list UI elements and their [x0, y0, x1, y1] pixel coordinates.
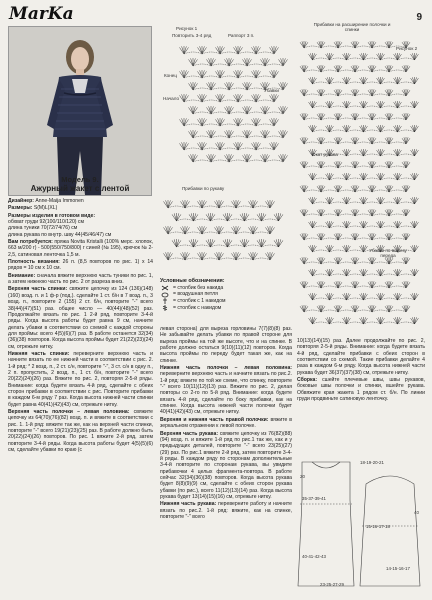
materials-text: пряжа Novita Kristalli (100% мерс. хлопок, 663 м/200 г) - 500(550/750/800) г синей (№ 195), крючок № 2-2,5, сатиновая ленточка 1,5 м. — [8, 239, 154, 258]
neck-decrease-label: Убавки по вырезу переда — [369, 248, 407, 258]
legend-text-dc: = столбик с 1 накидом — [173, 298, 226, 305]
schema-label-8: 40 — [414, 510, 419, 515]
single-crochet-icon — [160, 285, 170, 291]
density-label: Плотность вязания: — [8, 259, 60, 266]
armhole-label: Окат рукава — [312, 152, 338, 157]
instructions-middle-column — [160, 326, 292, 521]
logo-text: MarKa — [9, 4, 74, 24]
side-increase-label: Прибавки на расширение полочки и спинки — [313, 22, 391, 32]
sleeve-increase-label: Прибавки по рукаву — [182, 186, 225, 191]
right-front-text: вяжите в зеркальном отражении к левой полочке. — [160, 416, 293, 430]
figure-2-label: Рисунок 2 — [396, 46, 418, 51]
instructions-left-column — [8, 198, 153, 454]
decrease-label: Убавки — [264, 88, 279, 93]
front-continue-text: левая сторона) для выреза горловины 7(7)(8)(8) раз. Не забывайте делать убавки по правой стороне для выреза проймы на той же высоте, что и на спинке. В работе должно остаться 9(10)(11)(12) повторов. Когда высота проймы по переду будет такая же, как на спинке. — [160, 326, 292, 364]
finished-size-3: длина рукава по внутр. шву 44(45/46/47) см — [8, 231, 112, 238]
designer-label: Дизайнер: — [8, 198, 34, 204]
chain-stitch-icon — [160, 292, 170, 298]
schema-label-5: 14-15-16-17 — [386, 566, 410, 571]
sleeve-lower-label: Нижняя часть рукава: — [160, 501, 217, 508]
model-title: Ажурный жакет с лентой — [30, 184, 130, 193]
schema-label-2: 35-37-39-41 — [302, 496, 326, 501]
back-upper-text: свяжите цепочку из 124 (136)(148)(160) возд. п. и 1 ф-р (под.). сделайте 1 ст. б/н в 7 возд. п., 3 возд. п., повторите 2 (155) 2 ст. б/н, повторите "-" всего 38(44)(47)(51) раз. общее число — 40(44)(48)(52) раз. Продолжайте вязать по рис. 1 2-й ряд, повторите 3-4-й ряды. Когда высота работы будет равна 9 см, начните делать убавки в соответствии со схемой с каждой стороны для проймы: всего 4(5)(6)(7) раз. В работе останется 32(34)(36)(38) повторов. Когда высота проймы будет 21(22)(23)(24) см, отрежьте нитку. — [8, 286, 153, 350]
double-crochet-icon — [160, 298, 170, 304]
back-lower-label: Нижняя часть спинки: — [8, 350, 70, 357]
note-text: сначала вяжите верхнюю часть туники по рис. 1, а затем нижнюю часть по рис. 2 от разреза вниз. — [8, 272, 153, 286]
finished-size-label: Размеры изделия в готовом виде: — [8, 212, 96, 219]
legend-row-dc — [160, 298, 292, 305]
legend-row-ch — [160, 291, 292, 298]
right-front-label: Верхняя и нижняя часть правой полочки: — [160, 416, 269, 423]
start-label: Начало — [163, 96, 180, 101]
schema-label-1: 18-19-20-21 — [360, 460, 384, 465]
schema-label-6: 15-16-17-18 — [366, 524, 390, 529]
legend-row-sc — [160, 285, 292, 292]
crochet-chart-sleeve — [160, 194, 290, 266]
legend-text-ch: = воздушная петля — [173, 291, 218, 298]
legend-row-tc — [160, 305, 292, 312]
repeat-rows-label: Повторить 3-4 ряд — [172, 33, 212, 38]
schema-label-3: 40-41-42-43 — [302, 554, 326, 559]
schema-body-outline — [298, 462, 354, 586]
legend-text-tc: = столбик с накидом — [173, 304, 222, 311]
legend-title: Условные обозначения: — [160, 278, 225, 284]
model-photo — [8, 26, 152, 196]
designer-name: Anne-Maija Immonen — [35, 198, 84, 204]
instructions-right-column — [297, 338, 425, 403]
end-label: Конец — [164, 73, 177, 78]
garment-schema — [296, 454, 426, 594]
front-lower-label: Нижняя часть полочки – левая половина: — [160, 365, 292, 372]
materials-label: Вам потребуется: — [8, 239, 53, 246]
figure-1-label: Рисунок 1 — [176, 26, 198, 31]
front-lower-text: переверните верхнюю часть и начните вязать по рис.2. 1-й ряд: вяжите по той же схеме, что спинку, повторите "-" всего 10(11)(12)(13) раз. Вяжите по рис. 2, делая повторы со 2-го по 5-й ряд. Внимание: когда будете вязать 4-й ряд, сделайте по боку прибавки, как на спинке. Когда высота нижней части полочки будет 40(41)(42)(43) см, отрежьте нитку. — [160, 371, 292, 416]
assembly-text: сшейте плечевые швы, швы рукавов, боковые швы полочки и спинки, вшейте рукава. Обвяжите края жакета 1 рядом ст. б/н. По линии груди продвиньте сатиновую ленточку. — [297, 377, 425, 403]
rapport-label: Раппорт 3 п. — [228, 33, 255, 38]
photo-caption — [9, 175, 151, 193]
sleeve-continue-text: 10(13)(14)(15) раз. Далее продолжайте по рис. 2, повторяя 2-5-й ряды. Внимание: когда будете вязать 4-й ряд, сделайте прибавки с обеих сторон в соответствии со схемой. Такие прибавки делайте 4 раза в каждом 6-м ряду. Когда высота нижней части рукава будет 36(37)(37)(38) см, отрежьте нитку. — [297, 338, 425, 376]
schema-label-7: 20 — [300, 474, 305, 479]
note-label: Внимание: — [8, 272, 36, 279]
sizes-value: S(M)L(XL) — [33, 205, 58, 212]
back-upper-label: Верхняя часть спинки: — [8, 286, 68, 293]
sizes-label: Размеры: — [8, 205, 33, 212]
model-figure-image — [9, 27, 151, 195]
schema-neckline — [312, 462, 340, 468]
front-upper-label: Верхняя часть полочки – левая половина: — [8, 409, 130, 415]
schema-label-4: 23-25-27-29 — [320, 582, 344, 587]
finished-size-2: длина туники 70(72/74/76) см — [8, 225, 78, 232]
density-text: 26 п. (8,5 повторов по рис. 1) х 14 рядов = 10 см х 10 см. — [8, 259, 154, 272]
sleeve-upper-text: свяжите цепочку из 76(82)(88)(94) возд. п. и вяжите 1-й ряд по рис.1 так же, как и у предыдущих деталей, повторите "-" всего 23(25)(27)(29) раз. По рис.1 вяжите 2-й ряд, затем повторите 3-4-й ряды. В каждом ряду по сторонам дополнительные 3-4-й повторите по сторонам рукава, вы увидите прибавочки 4 целых фрагмента-повтора. В работе сейчас 32(34)(36)(38) повторов. Когда высота рукава будет 8(8)(9)(9) см, сделайте с обеих сторон рукава убавки (по рис.), всего 11(12)(13)(14) раз. Когда высота рукава будет 13(14)(15)(16) см, отрежьте нитку. — [160, 430, 293, 500]
back-lower-text: переверните верхнюю часть и начните вязать по ее нижней части в соответствии с рис. 2. 1-й ряд: * 2 возд. п., 2 ст. с/н, повторите "-", 3 ст. с/н в одну п., 2 п. пропустить, 2 возд. п., 1 ст. б/н, повторите "-" всего 20(22)(24)(26) раз. Вяжите по рис. 2, повторяя 2-5-й ряды. Внимание: когда будете вязать 4-й ряд, сделайте с обеих сторон прибавки в соответствии с рис. Повторите прибавки в каждом 6-м ряду 7 раз. Когда высота нижней части спинки будет равна 40(41)(42)(43) см, отрежьте нитку. — [8, 350, 153, 408]
model-label: Модель 9. — [61, 175, 99, 184]
magazine-logo — [8, 2, 78, 24]
front-upper-text: свяжите цепочку из 64(70)(76)(82) возд. п. и вяжите в соответствии с рис. 1. 1-й ряд: вяжите так же, как на верхней части спинки, повторите "-" всего 19(21)(23)(25) раз. В работе должно быть 20(22)(24)(26) повторов. По рис. 1 вяжите 2-й ряд, затем повторите 3-4-й ряды. Когда высота работы будет 4(5)(5)(6) см, сделайте убавки по краю (с — [8, 409, 153, 454]
sleeve-lower-text: переверните работу и начните вязать по рис.2. 1-й ряд: вяжите, как на спинке, повторите "-" всего — [160, 501, 292, 520]
symbol-legend — [160, 278, 292, 312]
sleeve-upper-label: Верхняя часть рукава: — [160, 430, 219, 437]
treble-crochet-icon — [160, 305, 170, 311]
crochet-chart-1 — [176, 40, 288, 165]
crochet-chart-2 — [296, 36, 426, 332]
finished-size-1: обхват груди 92(100/110/120) см — [8, 219, 84, 226]
assembly-label: Сборка: — [297, 377, 318, 384]
page-number: 9 — [416, 12, 422, 23]
legend-text-sc: = столбик без накида — [173, 284, 224, 291]
